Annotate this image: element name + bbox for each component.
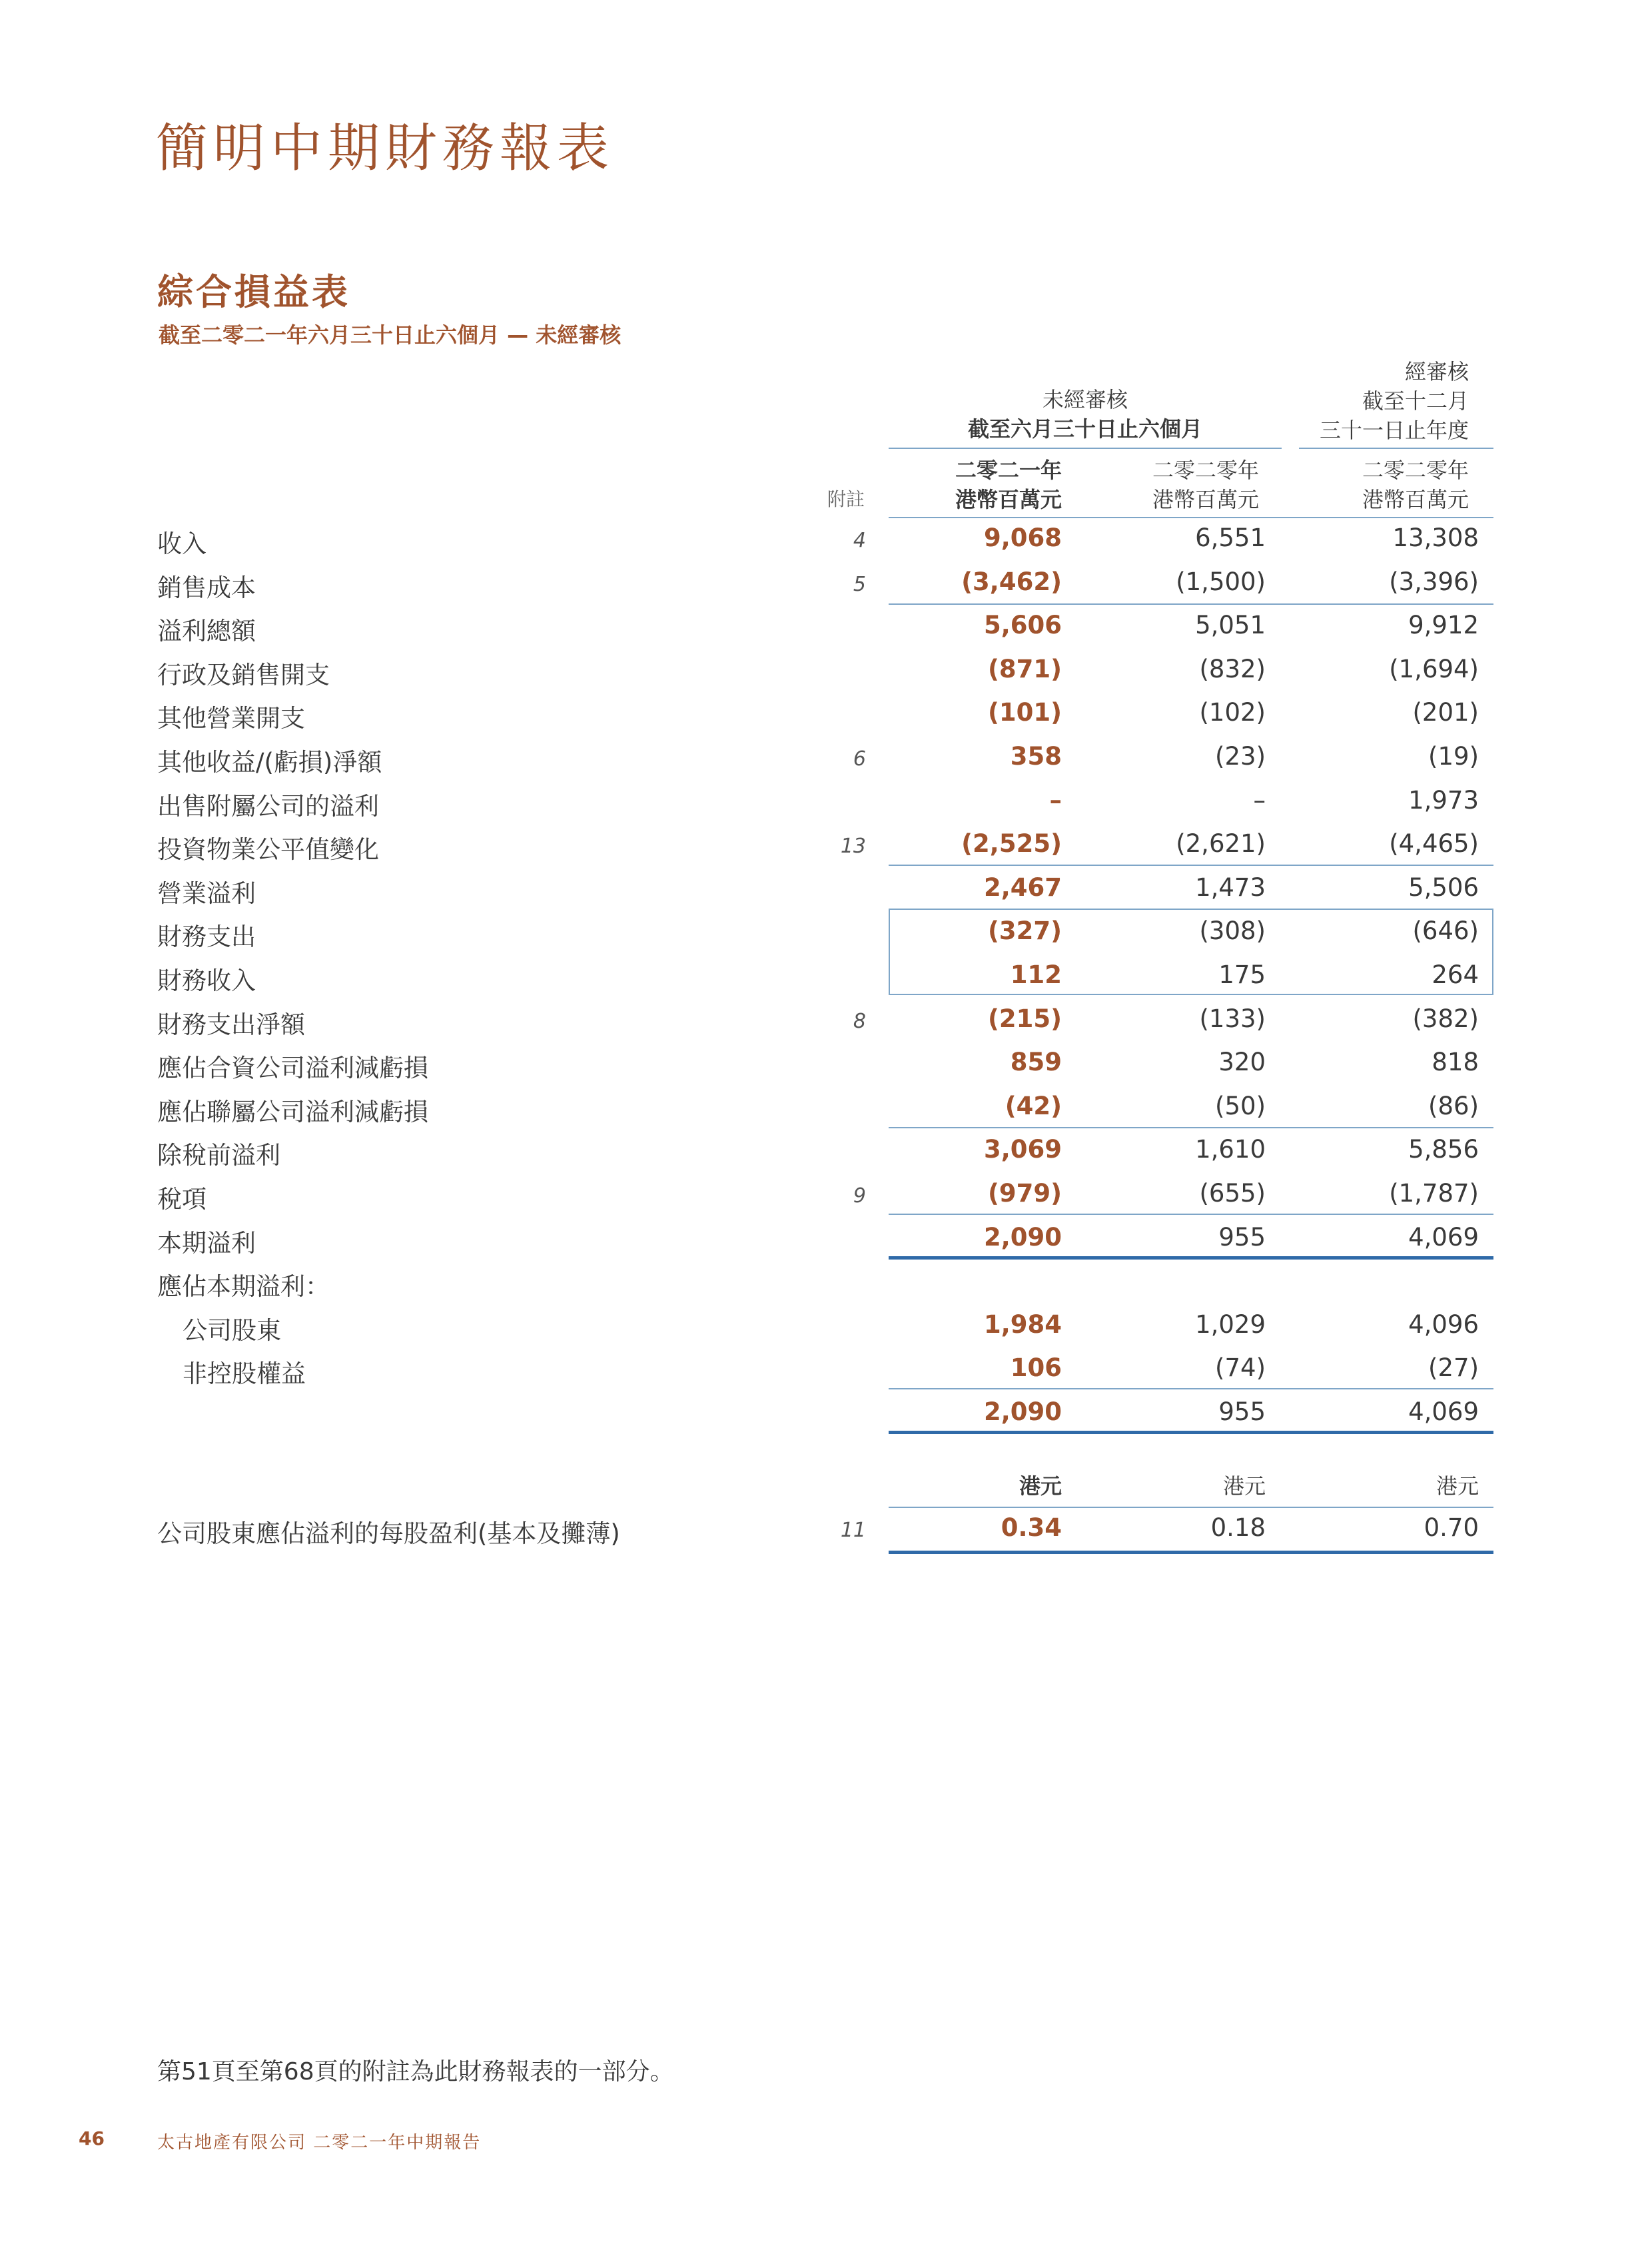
audited-header-rule xyxy=(1299,448,1493,449)
value-2021: 2,467 xyxy=(983,873,1062,902)
value-fy2020: 9,912 xyxy=(1408,611,1479,639)
row-label: 出售附屬公司的溢利 xyxy=(157,792,379,821)
row-label: 非控股權益 xyxy=(183,1359,306,1388)
row-label: 本期溢利 xyxy=(157,1229,256,1258)
eps-unit-2021: 港元 xyxy=(1019,1473,1062,1499)
value-2021: 1,984 xyxy=(983,1310,1062,1339)
value-2020: 5,051 xyxy=(1195,611,1266,639)
col-2020-unit: 港幣百萬元 xyxy=(1152,487,1259,512)
report-title: 太古地產有限公司 二零二一年中期報告 xyxy=(157,2133,482,2153)
unaudited-header-rule xyxy=(889,448,1282,449)
rule-after-tax xyxy=(889,1214,1493,1215)
row-label: 行政及銷售開支 xyxy=(157,661,330,689)
row-note: 8 xyxy=(853,1010,866,1033)
value-2021: 859 xyxy=(1010,1048,1062,1076)
row-label: 應佔本期溢利： xyxy=(157,1272,330,1301)
value-2020: (74) xyxy=(1215,1353,1266,1382)
row-label: 除稅前溢利 xyxy=(157,1141,280,1170)
value-2021: (2,525) xyxy=(961,829,1062,858)
value-2020: 6,551 xyxy=(1195,524,1266,552)
value-2021: 2,090 xyxy=(983,1223,1062,1252)
col-2020-header xyxy=(1152,456,1259,514)
row-note: 13 xyxy=(840,835,866,858)
value-fy2020: 818 xyxy=(1432,1048,1479,1076)
value-fy2020: 4,069 xyxy=(1408,1223,1479,1252)
value-2021: (101) xyxy=(987,698,1062,727)
row-note: 5 xyxy=(853,573,866,596)
value-2020: (2,621) xyxy=(1176,829,1266,858)
value-2020: 1,610 xyxy=(1195,1135,1266,1164)
note-header: 附註 xyxy=(827,488,865,510)
row-label: 其他收益/(虧損)淨額 xyxy=(157,748,382,777)
value-fy2020: (86) xyxy=(1428,1092,1479,1120)
row-label: 應佔合資公司溢利減虧損 xyxy=(157,1054,428,1082)
value-2021: 2,090 xyxy=(983,1397,1062,1426)
value-2020: 320 xyxy=(1218,1048,1266,1076)
eps-unit-2020: 港元 xyxy=(1222,1473,1266,1499)
page-number: 46 xyxy=(79,2127,105,2149)
eps-fy: 0.70 xyxy=(1424,1513,1479,1542)
value-2020: 175 xyxy=(1218,960,1266,989)
row-label: 財務支出 xyxy=(157,923,256,951)
value-2021: 9,068 xyxy=(983,524,1062,552)
eps-label: 公司股東應佔溢利的每股盈利(基本及攤薄) xyxy=(157,1519,620,1548)
value-2021: 358 xyxy=(1010,742,1062,771)
row-label: 公司股東 xyxy=(183,1316,281,1345)
value-fy2020: 1,973 xyxy=(1408,786,1479,815)
value-fy2020: 13,308 xyxy=(1392,524,1479,552)
row-label: 財務支出淨額 xyxy=(157,1010,305,1039)
value-2021: 106 xyxy=(1010,1353,1062,1382)
value-2020: (832) xyxy=(1199,655,1266,683)
col-2020-year: 二零二零年 xyxy=(1152,458,1259,483)
unaudited-label: 未經審核 xyxy=(1042,387,1128,412)
row-label: 收入 xyxy=(157,530,206,558)
value-2021: (215) xyxy=(987,1004,1062,1033)
value-2021: 112 xyxy=(1010,960,1062,989)
row-note: 6 xyxy=(853,747,866,771)
col-2021-header xyxy=(955,456,1062,514)
value-2021: 3,069 xyxy=(983,1135,1062,1164)
value-2021: (3,462) xyxy=(961,567,1062,596)
page-title: 簡明中期財務報表 xyxy=(156,119,615,179)
value-2020: (1,500) xyxy=(1176,567,1266,596)
header-bottom-rule xyxy=(889,517,1493,518)
value-2020: (655) xyxy=(1199,1179,1266,1208)
rule-after-nci xyxy=(889,1388,1493,1389)
unaudited-header xyxy=(889,385,1282,444)
value-2020: (308) xyxy=(1199,917,1266,945)
value-fy2020: 4,069 xyxy=(1408,1397,1479,1426)
value-fy2020: (382) xyxy=(1412,1004,1479,1033)
col-2021-unit: 港幣百萬元 xyxy=(955,487,1062,512)
rule-after-total xyxy=(889,1431,1493,1434)
audited-period-2: 三十一日止年度 xyxy=(1319,418,1469,443)
audited-label: 經審核 xyxy=(1404,359,1469,384)
row-note: 4 xyxy=(853,529,866,552)
footnote: 第51頁至第68頁的附註為此財務報表的一部分。 xyxy=(157,2058,674,2085)
value-fy2020: 5,856 xyxy=(1408,1135,1479,1164)
finance-highlight-box xyxy=(889,909,1493,995)
rule-after-profit xyxy=(889,1256,1493,1260)
value-2021: (871) xyxy=(987,655,1062,683)
row-label: 溢利總額 xyxy=(157,617,256,645)
audited-header xyxy=(1320,357,1469,445)
value-2021: (42) xyxy=(1005,1092,1062,1120)
rule-after-fair-value xyxy=(889,865,1493,866)
value-2020: 955 xyxy=(1218,1223,1266,1252)
statement-period: 截至二零二一年六月三十日止六個月 — 未經審核 xyxy=(159,322,621,348)
col-fy2020-header xyxy=(1362,456,1469,514)
eps-note: 11 xyxy=(840,1519,866,1542)
value-fy2020: 5,506 xyxy=(1408,873,1479,902)
row-label: 財務收入 xyxy=(157,966,256,995)
value-fy2020: (27) xyxy=(1428,1353,1479,1382)
rule-after-cost xyxy=(889,603,1493,605)
eps-2021: 0.34 xyxy=(1001,1513,1062,1542)
value-fy2020: 264 xyxy=(1432,960,1479,989)
row-label: 應佔聯屬公司溢利減虧損 xyxy=(157,1098,428,1126)
col-2021-year: 二零二一年 xyxy=(955,458,1062,483)
value-2020: 1,029 xyxy=(1195,1310,1266,1339)
value-2020: (23) xyxy=(1215,742,1266,771)
value-2020: (50) xyxy=(1215,1092,1266,1120)
eps-2020: 0.18 xyxy=(1210,1513,1266,1542)
value-2020: 955 xyxy=(1218,1397,1266,1426)
value-2020: (102) xyxy=(1199,698,1266,727)
value-fy2020: (1,787) xyxy=(1389,1179,1479,1208)
statement-title: 綜合損益表 xyxy=(157,271,350,313)
col-fy2020-year: 二零二零年 xyxy=(1362,458,1469,483)
value-fy2020: 4,096 xyxy=(1408,1310,1479,1339)
value-fy2020: (1,694) xyxy=(1389,655,1479,683)
value-2020: – xyxy=(1253,786,1266,815)
value-2021: (327) xyxy=(987,917,1062,945)
value-2021: (979) xyxy=(987,1179,1062,1208)
value-fy2020: (4,465) xyxy=(1389,829,1479,858)
value-fy2020: (201) xyxy=(1412,698,1479,727)
value-2020: 1,473 xyxy=(1195,873,1266,902)
row-note: 9 xyxy=(853,1184,866,1208)
col-fy2020-unit: 港幣百萬元 xyxy=(1362,487,1469,512)
row-label: 投資物業公平值變化 xyxy=(157,835,379,864)
value-2021: – xyxy=(1049,786,1062,815)
value-2021: 5,606 xyxy=(983,611,1062,639)
value-fy2020: (646) xyxy=(1412,917,1479,945)
row-label: 營業溢利 xyxy=(157,879,256,908)
value-fy2020: (3,396) xyxy=(1389,567,1479,596)
row-label: 稅項 xyxy=(157,1185,206,1214)
row-label: 銷售成本 xyxy=(157,573,256,602)
value-2020: (133) xyxy=(1199,1004,1266,1033)
rule-eps-bottom xyxy=(889,1551,1493,1554)
unaudited-period: 截至六月三十日止六個月 xyxy=(967,416,1202,442)
rule-after-associates xyxy=(889,1127,1493,1128)
value-fy2020: (19) xyxy=(1428,742,1479,771)
audited-period-1: 截至十二月 xyxy=(1362,388,1469,414)
rule-eps-header xyxy=(889,1507,1493,1508)
eps-unit-fy: 港元 xyxy=(1436,1473,1479,1499)
row-label: 其他營業開支 xyxy=(157,704,305,733)
